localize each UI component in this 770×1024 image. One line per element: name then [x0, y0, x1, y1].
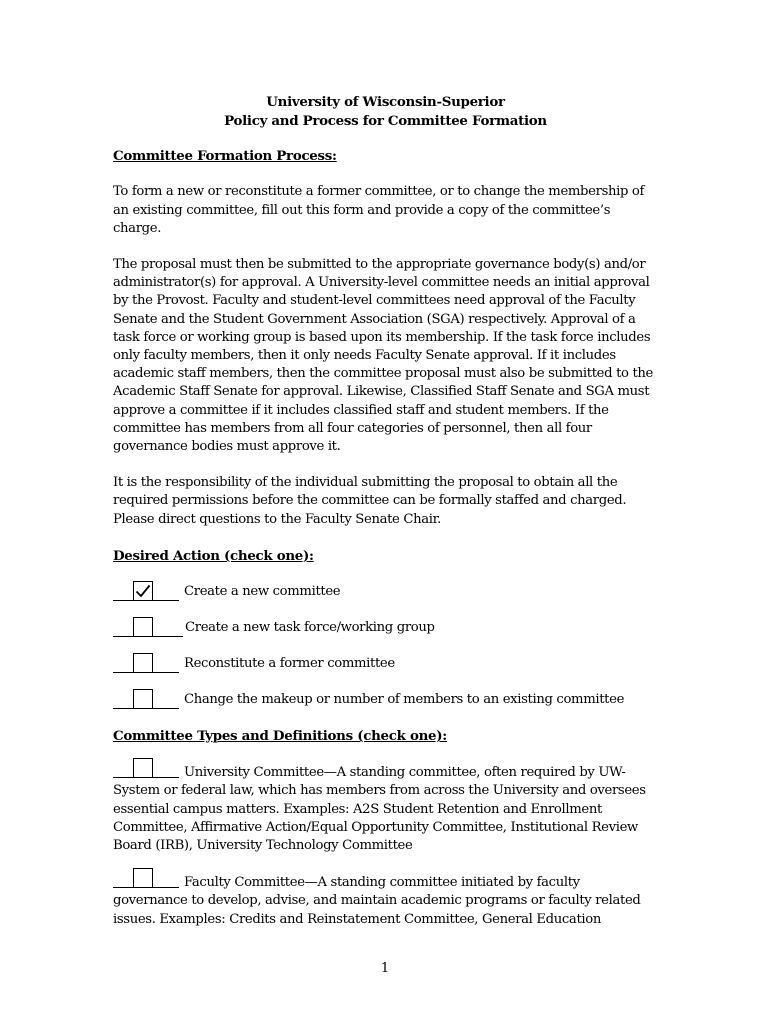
action-checkbox-change-makeup[interactable] — [133, 689, 153, 709]
action-label: Change the makeup or number of members to an existing committee — [184, 691, 625, 707]
desired-action-heading: Desired Action (check one): — [113, 547, 314, 564]
intro-paragraph: To form a new or reconstitute a former committee, or to change the membership of an existing committee, fill out this form and provide a copy of the committee’s charge. — [113, 184, 645, 236]
type-description: Faculty Committee—A standing committee initiated by faculty governance to develop, advise, and maintain academic programs or faculty related issues. Examples: Credits and Reinstatement Committee, General Education — [113, 875, 641, 927]
checkmark-icon — [135, 584, 151, 598]
process-heading: Committee Formation Process: — [113, 148, 337, 165]
committee-types-heading: Committee Types and Definitions (check one): — [113, 728, 447, 745]
action-option-change-makeup — [113, 691, 658, 709]
document-title-line-1: University of Wisconsin-Superior — [266, 94, 505, 110]
document-body — [113, 93, 658, 929]
action-label: Create a new committee — [184, 583, 341, 599]
action-option-reconstitute — [113, 655, 658, 673]
type-university-committee — [113, 763, 658, 855]
action-option-create-committee — [113, 583, 658, 601]
type-description: University Committee—A standing committee, often required by UW-System or federal law, which has members from across the University and oversees essential campus matters. Examples: A2S Student Retention and Enrollment Committee, Affirmative Action/Equal Opportunity Committee, Institutional Review Board (IRB), University Technology Committee — [113, 765, 646, 854]
type-checkbox-faculty[interactable] — [133, 868, 153, 888]
approval-paragraph: The proposal must then be submitted to the appropriate governance body(s) and/or administrator(s) for approval. A University-level committee needs an initial approval by the Provost. Faculty and student-level committees need approval of the Faculty Senate and the Student Government Association (SGA) respectively. Approval of a task force or working group is based upon its membership. If the task force includes only faculty members, then it only needs Faculty Senate approval. If it includes academic staff members, then the committee proposal must also be submitted to the Academic Staff Senate for approval. Likewise, Classified Staff Senate and SGA must approve a committee if it includes classified staff and student members. If the committee has members from all four categories of personnel, then all four governance bodies must approve it. — [113, 257, 654, 455]
action-checkbox-create-task-force[interactable] — [133, 617, 153, 637]
type-checkbox-university[interactable] — [133, 758, 153, 778]
action-checkbox-reconstitute[interactable] — [133, 653, 153, 673]
document-title-line-2: Policy and Process for Committee Formation — [224, 112, 547, 129]
page-number: 1 — [380, 961, 390, 976]
type-faculty-committee — [113, 873, 658, 929]
action-checkbox-create-committee[interactable] — [133, 581, 153, 601]
action-label: Create a new task force/working group — [185, 619, 435, 635]
responsibility-paragraph: It is the responsibility of the individual submitting the proposal to obtain all the required permissions before the committee can be formally staffed and charged. Please direct questions to the Faculty Senate Chair. — [113, 475, 627, 527]
action-option-create-task-force — [113, 619, 658, 637]
action-label: Reconstitute a former committee — [184, 655, 395, 671]
